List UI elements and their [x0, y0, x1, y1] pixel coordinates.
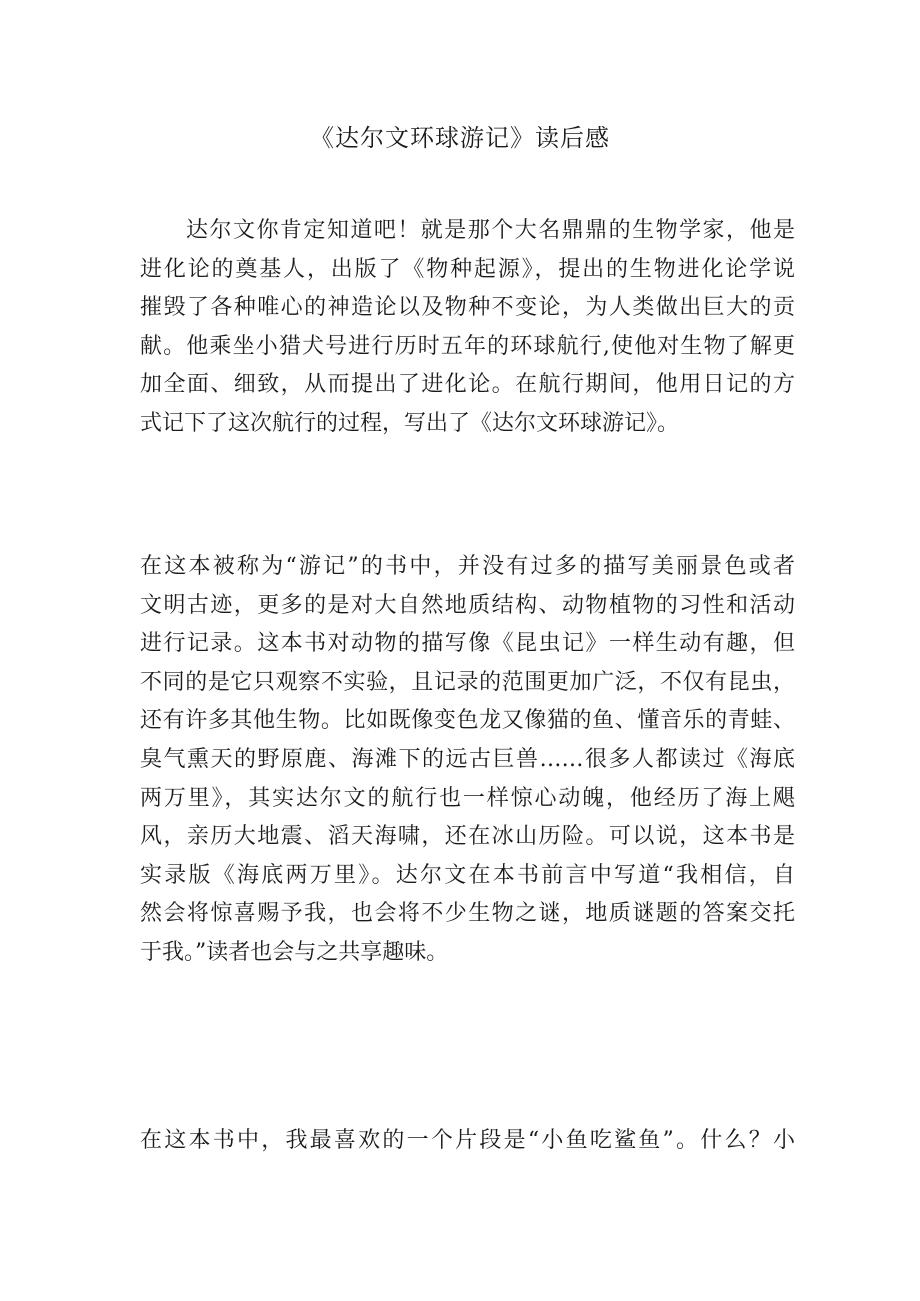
paragraph-2 [140, 548, 795, 973]
text-line: 加全面、细致，从而提出了进化论。在航行期间，他用日记的方 [140, 372, 795, 398]
text-line: 于我。”读者也会与之共享趣味。 [140, 939, 449, 965]
text-line: 然会将惊喜赐予我，也会将不少生物之谜，地质谜题的答案交托 [140, 901, 795, 927]
text-line: 进行记录。这本书对动物的描写像《昆虫记》一样生动有趣，但 [140, 631, 795, 657]
text-line: 摧毁了各种唯心的神造论以及物种不变论，为人类做出巨大的贡 [140, 295, 795, 321]
text-line: 式记下了这次航行的过程，写出了《达尔文环球游记》。 [140, 410, 680, 436]
text-line: 两万里》，其实达尔文的航行也一样惊心动魄，他经历了海上飓 [140, 785, 795, 811]
page-title: 《达尔文环球游记》读后感 [310, 124, 610, 152]
text-line: 臭气熏天的野原鹿、海滩下的远古巨兽……很多人都读过《海底 [140, 746, 795, 772]
text-line: 在这本被称为“游记”的书中，并没有过多的描写美丽景色或者 [140, 554, 795, 579]
paragraph-3 [140, 1122, 795, 1161]
text-line: 文明古迹，更多的是对大自然地质结构、动物植物的习性和活动 [140, 592, 795, 618]
text-line: 达尔文你肯定知道吧！就是那个大名鼎鼎的生物学家，他是 [186, 218, 795, 243]
text-line: 不同的是它只观察不实验，且记录的范围更加广泛，不仅有昆虫， [140, 669, 795, 695]
text-line: 进化论的奠基人，出版了《物种起源》，提出的生物进化论学说 [140, 256, 795, 282]
text-line: 风，亲历大地震、滔天海啸，还在冰山历险。可以说，这本书是 [140, 824, 795, 850]
paragraph-1 [140, 212, 795, 444]
text-line: 献。他乘坐小猎犬号进行历时五年的环球航行,使他对生物了解更 [140, 333, 795, 359]
text-line: 在这本书中，我最喜欢的一个片段是“小鱼吃鲨鱼”。什么？小 [140, 1128, 795, 1153]
text-line: 还有许多其他生物。比如既像变色龙又像猫的鱼、懂音乐的青蛙、 [140, 708, 795, 734]
text-line: 实录版《海底两万里》。达尔文在本书前言中写道“我相信，自 [140, 862, 795, 888]
